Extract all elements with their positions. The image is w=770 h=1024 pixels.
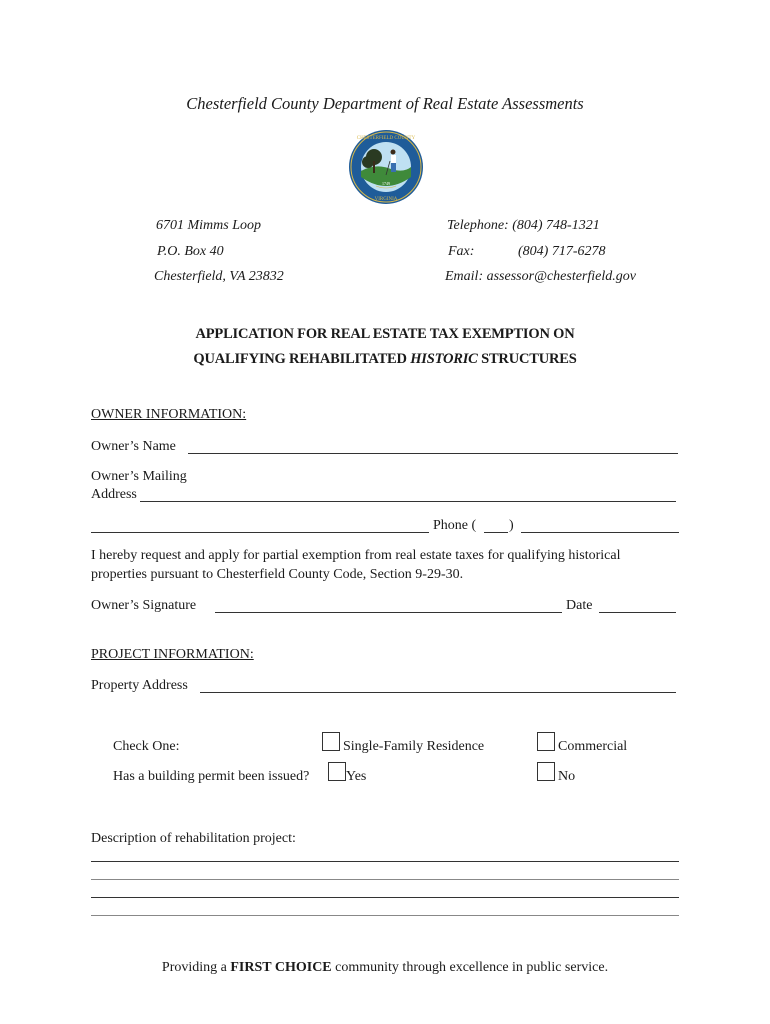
footer-tagline	[0, 960, 770, 976]
owners-signature-label: Owner’s Signature	[91, 598, 197, 613]
footer-prefix: Providing a	[161, 960, 231, 975]
address-line-1: 6701 Mimms Loop	[156, 218, 262, 233]
form-title-prefix: QUALIFYING REHABILITATED	[193, 351, 411, 367]
description-line-2[interactable]	[91, 879, 679, 880]
statement-line-1: I hereby request and apply for partial exemption from real estate taxes for qualifying historical	[91, 548, 621, 563]
phone-close-paren: )	[509, 518, 514, 533]
form-title-italic: HISTORIC	[410, 351, 478, 367]
permit-yes-label: Yes	[346, 769, 367, 784]
email-value[interactable]: assessor@chesterfield.gov	[486, 269, 636, 284]
phone-area-code-field[interactable]	[484, 532, 508, 533]
email	[445, 269, 636, 285]
property-address-label: Property Address	[91, 678, 188, 693]
commercial-label: Commercial	[558, 739, 628, 754]
footer-suffix: community through excellence in public service.	[331, 960, 609, 975]
county-seal-icon	[346, 129, 426, 205]
building-permit-question: Has a building permit been issued?	[113, 769, 310, 784]
description-line-4[interactable]	[91, 915, 679, 916]
email-label: Email:	[445, 269, 484, 284]
permit-no-checkbox[interactable]	[537, 762, 555, 781]
statement-line-2: properties pursuant to Chesterfield County Code, Section 9-29-30.	[91, 567, 464, 582]
property-address-field[interactable]	[200, 692, 676, 693]
date-field[interactable]	[599, 612, 676, 613]
telephone-value: (804) 748-1321	[512, 218, 600, 233]
telephone-label: Telephone:	[447, 218, 509, 233]
footer-bold: FIRST CHOICE	[230, 960, 332, 975]
form-title-line-2	[0, 351, 770, 368]
department-title: Chesterfield County Department of Real Estate Assessments	[186, 94, 584, 113]
address-line-3: Chesterfield, VA 23832	[154, 269, 284, 284]
description-label: Description of rehabilitation project:	[91, 831, 296, 846]
owners-signature-field[interactable]	[215, 612, 562, 613]
owners-mailing-label: Owner’s Mailing	[91, 469, 187, 484]
permit-no-label: No	[558, 769, 576, 784]
svg-text:CHESTERFIELD COUNTY: CHESTERFIELD COUNTY	[356, 136, 416, 141]
single-family-residence-label: Single-Family Residence	[343, 739, 485, 754]
owner-information-heading: OWNER INFORMATION:	[91, 407, 247, 422]
address-label: Address	[91, 487, 137, 502]
form-title-line-1: APPLICATION FOR REAL ESTATE TAX EXEMPTION ON	[195, 326, 575, 342]
owners-name-field[interactable]	[188, 453, 678, 454]
date-label: Date	[566, 598, 593, 613]
fax-value: (804) 717-6278	[518, 244, 606, 259]
single-family-residence-checkbox[interactable]	[322, 732, 340, 751]
project-information-heading: PROJECT INFORMATION:	[91, 647, 254, 662]
permit-yes-checkbox[interactable]	[328, 762, 346, 781]
mailing-address-field[interactable]	[140, 501, 676, 502]
description-line-3[interactable]	[91, 897, 679, 898]
phone-label: Phone (	[433, 518, 477, 533]
address-line-2: P.O. Box 40	[157, 244, 224, 259]
commercial-checkbox[interactable]	[537, 732, 555, 751]
owners-name-label: Owner’s Name	[91, 439, 176, 454]
fax-label: Fax:	[448, 244, 475, 259]
mailing-address-line-2-field[interactable]	[91, 532, 429, 533]
check-one-label: Check One:	[113, 739, 180, 754]
description-line-1[interactable]	[91, 861, 679, 862]
svg-text:VIRGINIA: VIRGINIA	[374, 197, 398, 202]
telephone	[447, 218, 600, 234]
svg-text:1749: 1749	[382, 181, 390, 186]
phone-number-field[interactable]	[521, 532, 679, 533]
form-title-suffix: STRUCTURES	[477, 351, 577, 367]
